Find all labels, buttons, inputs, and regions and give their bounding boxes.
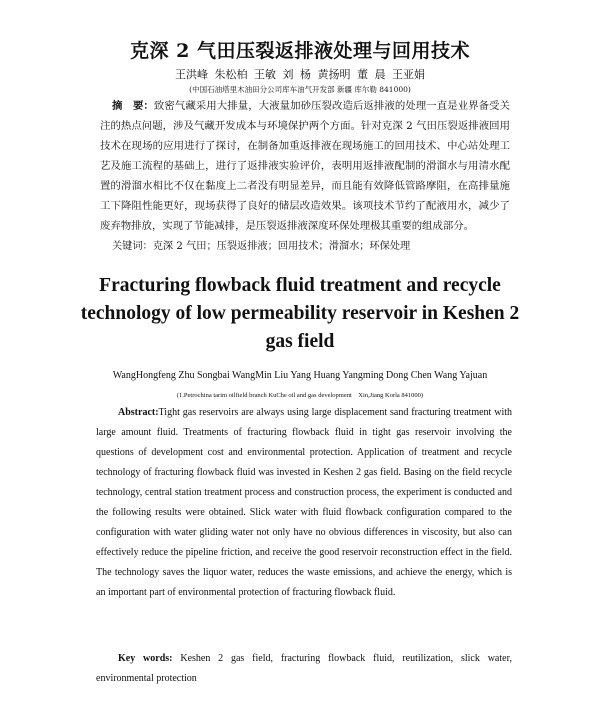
chinese-abstract [100, 96, 510, 236]
english-authors: WangHongfeng Zhu Songbai WangMin Liu Yang Huang Yangming Dong Chen Wang Yajuan [112, 370, 488, 381]
english-keywords [96, 649, 512, 689]
chinese-authors: 王洪峰 朱松柏 王敏 刘 杨 黄扬明 董 晨 王亚娟 [175, 68, 425, 81]
chinese-keywords [112, 237, 512, 257]
english-title: Fracturing flowback fluid treatment and recycle technology of low permeability reservoir in Keshen 2 gas field [80, 275, 520, 352]
english-keywords-text: Keshen 2 gas field, fracturing flowback fluid, reutilization, slick water, environmental protection [96, 653, 513, 684]
english-abstract-label: Abstract: [118, 407, 159, 418]
english-affiliation: (1.Petrochina tarim oilfield branch KuChe oil and gas development Xin,Jiang Korla 841000) [176, 392, 424, 399]
chinese-title: 克深 2 气田压裂返排液处理与回用技术 [130, 40, 470, 62]
english-abstract-text: Tight gas reservoirs are always using large displacement sand fracturing treatment with large amount fluid. Treatments of fracturing flowback fluid in tight gas reservoir involving the questions of development cost and environmental protection. Application of treatment and recycle technology of fracturing flowback fluid was invested in Keshen 2 gas field. Basing on the field recycle technology, central station treatment process and construction process, the experiment is conducted and the following results were obtained. Slick water with fluid flowback configuration compared to the configuration with water gliding water not only have no obvious differences in viscosity, but also can effectively reduce the pipeline friction, and receive the good reservoir reconstruction effect in the field. The technology saves the liquor water, reduces the waste emissions, and achieve the energy, which is an important part of environmental protection of fracturing flowback fluid. [96, 407, 512, 598]
chinese-abstract-text: 致密气藏采用大排量，大液量加砂压裂改造后返排液的处理一直是业界备受关注的热点问题，涉及气藏开发成本与环境保护两个方面。针对克深 2 气田压裂返排液回用技术在现场的应用进行了探讨，在制备加重返排液在现场施工的回用技术、中心站处理工艺及施工流程的基础上，进行了返排液实验评价，表明用返排液配制的滑溜水与用清水配置的滑溜水相比不仅在黏度上二者没有明显差异，而且能有效降低管路摩阻，在高排量施工下降阻性能更好，现场获得了良好的储层改造效果。该项技术节约了配液用水，减少了废弃物排放，实现了节能减排，是压裂返排液深度环保处理极其重要的组成部分。 [100, 100, 510, 232]
chinese-affiliation: (中国石油塔里木油田分公司库车油气开发部 新疆 库尔勒 841000) [189, 85, 411, 94]
chinese-abstract-label: 摘 要： [112, 100, 154, 112]
english-keywords-label: Key words: [118, 653, 173, 664]
chinese-keywords-label: 关键词： [112, 241, 153, 252]
english-abstract [96, 403, 512, 603]
chinese-keywords-text: 克深 2 气田；压裂返排液；回用技术；滑溜水；环保处理 [152, 241, 411, 252]
